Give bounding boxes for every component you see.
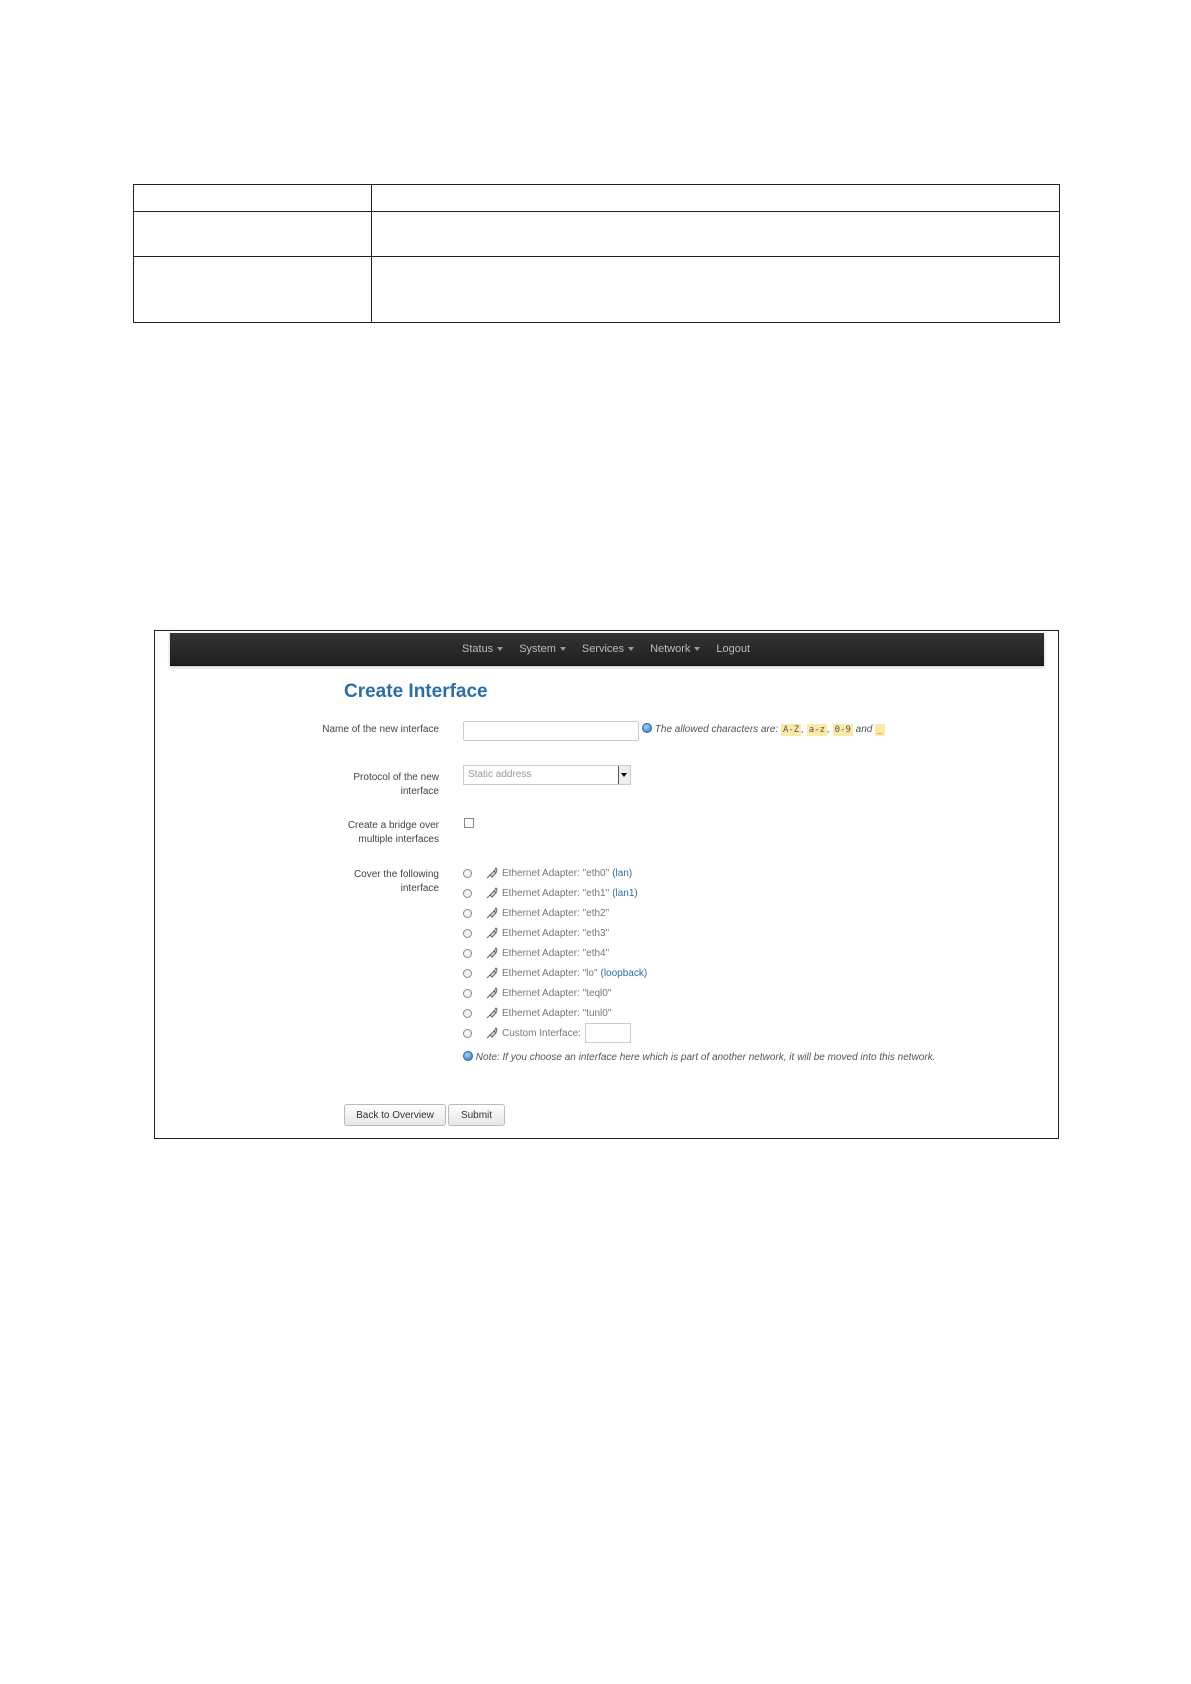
ethernet-adapter-icon	[486, 987, 502, 999]
ethernet-adapter-icon	[486, 947, 502, 959]
table-cell	[134, 257, 372, 323]
interface-radio[interactable]	[463, 869, 472, 878]
bridge-label: Create a bridge over multiple interfaces	[347, 820, 439, 845]
table-cell	[134, 212, 372, 257]
caret-down-icon	[694, 647, 700, 651]
interface-row[interactable]	[463, 863, 647, 883]
interface-network-tag[interactable]: (loopback)	[600, 967, 648, 979]
hint-code-underscore: _	[877, 725, 883, 735]
interface-network-tag[interactable]: (lan1)	[612, 887, 638, 899]
interface-radio[interactable]	[463, 909, 472, 918]
info-icon	[642, 723, 652, 733]
nav-item-label: Status	[462, 643, 494, 655]
note-text: Note: If you choose an interface here which is part of another network, it will be moved into this network.	[475, 1052, 936, 1063]
hint-text: The allowed characters are:	[654, 724, 779, 735]
nav-item-label: Services	[581, 643, 625, 655]
nav-item-status[interactable]	[462, 643, 503, 655]
interface-row[interactable]	[463, 1003, 647, 1023]
interface-row[interactable]	[463, 943, 647, 963]
screenshot-frame	[154, 630, 1059, 1139]
chevron-down-icon[interactable]	[618, 766, 630, 784]
hint-code-lowercase: a-z	[808, 725, 826, 735]
cover-interface-label: Cover the following interface	[353, 869, 439, 894]
interface-list	[463, 863, 647, 1043]
interface-label: Ethernet Adapter: "teql0"	[502, 987, 612, 999]
ethernet-adapter-icon	[486, 867, 502, 879]
nav-item-network[interactable]	[650, 643, 700, 655]
interface-label: Ethernet Adapter: "eth4"	[502, 947, 610, 959]
ethernet-adapter-icon	[486, 1027, 502, 1039]
interface-radio[interactable]	[463, 1029, 472, 1038]
ethernet-adapter-icon	[486, 967, 502, 979]
protocol-select[interactable]	[463, 765, 631, 785]
submit-button[interactable]: Submit	[448, 1104, 505, 1126]
interface-row[interactable]	[463, 923, 647, 943]
interface-label: Ethernet Adapter: "eth2"	[502, 907, 610, 919]
nav-item-label: System	[519, 643, 556, 655]
interface-radio[interactable]	[463, 969, 472, 978]
move-note	[463, 1051, 935, 1063]
top-navbar	[170, 633, 1044, 666]
document-table	[133, 184, 1060, 323]
table-cell	[372, 185, 1060, 212]
interface-label: Ethernet Adapter: "eth0"	[502, 867, 610, 879]
custom-interface-label: Custom Interface:	[502, 1027, 581, 1039]
ethernet-adapter-icon	[486, 1007, 502, 1019]
custom-interface-input[interactable]	[585, 1023, 631, 1043]
nav-item-system[interactable]	[519, 643, 566, 655]
name-label: Name of the new interface	[322, 724, 439, 735]
interface-row[interactable]	[463, 963, 647, 983]
interface-label: Ethernet Adapter: "lo"	[502, 967, 598, 979]
hint-code-uppercase: A-Z	[782, 725, 800, 735]
nav-item-label: Network	[650, 643, 691, 655]
back-to-overview-button[interactable]: Back to Overview	[344, 1104, 446, 1126]
page-title: Create Interface	[344, 681, 488, 702]
nav-item-logout[interactable]	[716, 643, 750, 655]
interface-row[interactable]	[463, 883, 647, 903]
nav-item-label: Logout	[716, 643, 751, 655]
table-cell	[372, 212, 1060, 257]
interface-label: Ethernet Adapter: "eth1"	[502, 887, 610, 899]
caret-down-icon	[628, 647, 634, 651]
ethernet-adapter-icon	[486, 887, 502, 899]
caret-down-icon	[497, 647, 503, 651]
hint-code-digits: 0-9	[834, 725, 851, 735]
ethernet-adapter-icon	[486, 927, 502, 939]
info-icon	[463, 1051, 473, 1061]
interface-row[interactable]	[463, 983, 647, 1003]
interface-radio[interactable]	[463, 889, 472, 898]
caret-down-icon	[560, 647, 566, 651]
protocol-selected-value: Static address	[468, 769, 532, 780]
interface-radio[interactable]	[463, 1009, 472, 1018]
table-cell	[372, 257, 1060, 323]
bridge-checkbox[interactable]	[464, 818, 474, 828]
nav-menu	[462, 633, 766, 665]
interface-radio[interactable]	[463, 929, 472, 938]
interface-radio[interactable]	[463, 949, 472, 958]
interface-label: Ethernet Adapter: "tunl0"	[502, 1007, 612, 1019]
interface-network-tag[interactable]: (lan)	[612, 867, 633, 879]
interface-row[interactable]	[463, 903, 647, 923]
hint-and: and	[855, 724, 873, 735]
ethernet-adapter-icon	[486, 907, 502, 919]
table-cell	[134, 185, 372, 212]
interface-name-input[interactable]	[463, 721, 639, 741]
protocol-label: Protocol of the new interface	[353, 772, 439, 797]
interface-label: Ethernet Adapter: "eth3"	[502, 927, 610, 939]
name-hint: The allowed characters are: A-Z , a-z , 0-9 and _	[642, 723, 885, 735]
custom-interface-row[interactable]	[463, 1023, 647, 1043]
nav-item-services[interactable]	[582, 643, 634, 655]
interface-radio[interactable]	[463, 989, 472, 998]
